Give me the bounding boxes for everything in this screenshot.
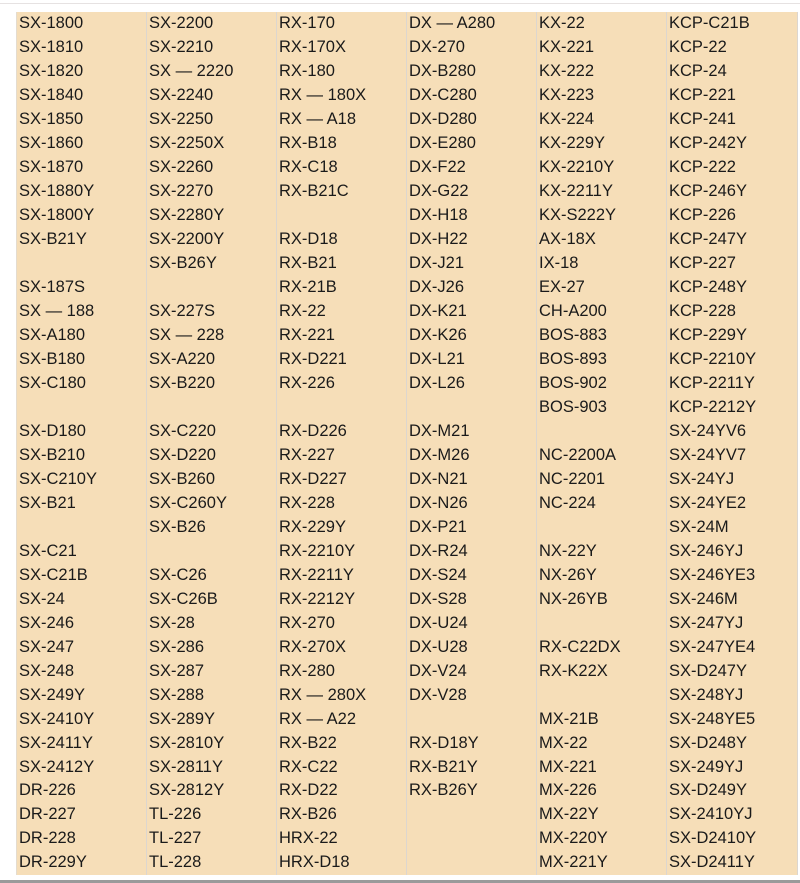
model-cell: KX-22 [537, 12, 667, 36]
table-row [17, 12, 798, 36]
model-cell: NX-26Y [537, 563, 667, 587]
table-row [17, 563, 798, 587]
model-cell: RX-22 [277, 300, 407, 324]
model-cell: KCP-228 [667, 300, 798, 324]
model-cell [407, 396, 537, 420]
model-cell: SX-B220 [147, 372, 277, 396]
model-cell: DX-G22 [407, 180, 537, 204]
model-cell: SX-2410Y [17, 707, 147, 731]
table-row [17, 300, 798, 324]
model-cell: DX-E280 [407, 132, 537, 156]
model-cell: SX-246 [17, 611, 147, 635]
model-cell: SX-2280Y [147, 204, 277, 228]
model-cell: BOS-883 [537, 324, 667, 348]
model-cell: MX-22Y [537, 803, 667, 827]
model-cell: SX — 188 [17, 300, 147, 324]
model-cell: SX-1810 [17, 36, 147, 60]
model-cell: DX-U24 [407, 611, 537, 635]
model-cell: KCP-221 [667, 84, 798, 108]
model-cell: SX-286 [147, 635, 277, 659]
model-cell: SX-247YJ [667, 611, 798, 635]
table-row [17, 204, 798, 228]
model-cell: KCP-C21B [667, 12, 798, 36]
model-cell: SX-D180 [17, 419, 147, 443]
model-cell: SX-1850 [17, 108, 147, 132]
model-cell: RX-B22 [277, 731, 407, 755]
model-cell: HRX-D18 [277, 851, 407, 875]
model-cell: SX-248YE5 [667, 707, 798, 731]
table-row [17, 324, 798, 348]
model-cell: RX-B18 [277, 132, 407, 156]
model-cell: SX-247 [17, 635, 147, 659]
model-cell: RX-221 [277, 324, 407, 348]
model-cell: NX-26YB [537, 587, 667, 611]
model-cell: RX-180 [277, 60, 407, 84]
model-cell: SX-288 [147, 683, 277, 707]
model-cell: DX-M26 [407, 443, 537, 467]
model-cell: NX-22Y [537, 539, 667, 563]
model-cell: SX-2812Y [147, 779, 277, 803]
model-cell: RX-227 [277, 443, 407, 467]
model-cell: SX-2200Y [147, 228, 277, 252]
model-cell: SX-248YJ [667, 683, 798, 707]
model-cell: SX-1820 [17, 60, 147, 84]
model-cell: KCP-22 [667, 36, 798, 60]
model-cell: RX-B21 [277, 252, 407, 276]
model-cell: SX-B21 [17, 491, 147, 515]
model-cell: DX — A280 [407, 12, 537, 36]
model-cell: SX-2411Y [17, 731, 147, 755]
model-cell: KCP-24 [667, 60, 798, 84]
model-cell: SX-2200 [147, 12, 277, 36]
model-cell: SX-2250 [147, 108, 277, 132]
model-cell: DX-V28 [407, 683, 537, 707]
model-cell: RX-170 [277, 12, 407, 36]
model-cell: TL-228 [147, 851, 277, 875]
model-cell: RX — A22 [277, 707, 407, 731]
model-cell [537, 515, 667, 539]
model-cell: DR-228 [17, 827, 147, 851]
table-row [17, 348, 798, 372]
model-number-table [16, 12, 798, 875]
model-cell: DX-L26 [407, 372, 537, 396]
model-cell: SX-2270 [147, 180, 277, 204]
table-row [17, 635, 798, 659]
model-cell: SX-1870 [17, 156, 147, 180]
table-row [17, 539, 798, 563]
model-cell: KCP-2211Y [667, 372, 798, 396]
model-cell: SX-1840 [17, 84, 147, 108]
model-cell: NC-224 [537, 491, 667, 515]
table-row [17, 515, 798, 539]
model-cell: SX-C21 [17, 539, 147, 563]
model-cell: DX-J21 [407, 252, 537, 276]
model-cell: BOS-893 [537, 348, 667, 372]
model-cell: DX-U28 [407, 635, 537, 659]
model-cell: KCP-248Y [667, 276, 798, 300]
model-cell [277, 396, 407, 420]
model-cell: SX — 228 [147, 324, 277, 348]
model-cell: MX-221 [537, 755, 667, 779]
model-cell: SX-28 [147, 611, 277, 635]
model-cell [17, 515, 147, 539]
model-cell: RX-270 [277, 611, 407, 635]
model-cell: SX-24YJ [667, 467, 798, 491]
model-cell: RX-B21C [277, 180, 407, 204]
model-cell: DX-S24 [407, 563, 537, 587]
table-row [17, 491, 798, 515]
model-cell: KCP-227 [667, 252, 798, 276]
model-cell: SX-D248Y [667, 731, 798, 755]
model-cell: DX-P21 [407, 515, 537, 539]
model-cell: DX-H18 [407, 204, 537, 228]
table-row [17, 467, 798, 491]
table-row [17, 180, 798, 204]
model-cell: MX-220Y [537, 827, 667, 851]
model-cell: SX-2240 [147, 84, 277, 108]
model-cell: RX-D221 [277, 348, 407, 372]
model-cell: SX-1800 [17, 12, 147, 36]
model-cell: SX-B21Y [17, 228, 147, 252]
model-cell: SX-2210 [147, 36, 277, 60]
model-cell: SX-246YJ [667, 539, 798, 563]
model-cell: SX-287 [147, 659, 277, 683]
model-cell [407, 707, 537, 731]
table-row [17, 228, 798, 252]
model-cell: NC-2200A [537, 443, 667, 467]
table-row [17, 60, 798, 84]
model-cell: SX-227S [147, 300, 277, 324]
table-row [17, 396, 798, 420]
model-cell: RX-229Y [277, 515, 407, 539]
model-cell: SX-1860 [17, 132, 147, 156]
model-cell: SX-B26Y [147, 252, 277, 276]
model-cell: DX-C280 [407, 84, 537, 108]
model-cell [147, 539, 277, 563]
model-cell: SX-24 [17, 587, 147, 611]
model-cell: SX-A180 [17, 324, 147, 348]
model-cell: DR-227 [17, 803, 147, 827]
model-cell: RX-280 [277, 659, 407, 683]
model-cell: DR-226 [17, 779, 147, 803]
model-cell: SX-2810Y [147, 731, 277, 755]
model-cell: SX-C26B [147, 587, 277, 611]
model-cell: SX — 2220 [147, 60, 277, 84]
model-cell: KCP-2210Y [667, 348, 798, 372]
model-cell: IX-18 [537, 252, 667, 276]
model-cell: RX-B26Y [407, 779, 537, 803]
model-cell: RX-228 [277, 491, 407, 515]
model-cell: RX-21B [277, 276, 407, 300]
model-cell: SX-C210Y [17, 467, 147, 491]
model-cell: SX-2260 [147, 156, 277, 180]
table-row [17, 755, 798, 779]
table-row [17, 372, 798, 396]
model-cell: RX-C22 [277, 755, 407, 779]
model-cell: MX-22 [537, 731, 667, 755]
model-cell [537, 419, 667, 443]
model-cell: RX-2211Y [277, 563, 407, 587]
model-cell: DR-229Y [17, 851, 147, 875]
model-cell: DX-K21 [407, 300, 537, 324]
model-cell: SX-C220 [147, 419, 277, 443]
table-row [17, 731, 798, 755]
model-cell: NC-2201 [537, 467, 667, 491]
model-cell: SX-24YV6 [667, 419, 798, 443]
model-cell: RX-D18 [277, 228, 407, 252]
model-cell: SX-B210 [17, 443, 147, 467]
model-cell [537, 611, 667, 635]
model-cell: DX-J26 [407, 276, 537, 300]
model-cell: DX-S28 [407, 587, 537, 611]
model-cell: DX-R24 [407, 539, 537, 563]
model-cell: SX-249Y [17, 683, 147, 707]
model-cell: SX-2811Y [147, 755, 277, 779]
model-cell: RX-2212Y [277, 587, 407, 611]
model-cell: MX-226 [537, 779, 667, 803]
model-cell: SX-C26 [147, 563, 277, 587]
model-cell: SX-247YE4 [667, 635, 798, 659]
table-row [17, 108, 798, 132]
model-cell [537, 683, 667, 707]
model-cell: KX-224 [537, 108, 667, 132]
model-cell: SX-D247Y [667, 659, 798, 683]
model-cell: RX-270X [277, 635, 407, 659]
model-cell: SX-C180 [17, 372, 147, 396]
model-cell: KX-223 [537, 84, 667, 108]
model-cell: SX-D2411Y [667, 851, 798, 875]
model-cell: SX-B26 [147, 515, 277, 539]
table-row [17, 156, 798, 180]
model-cell: BOS-902 [537, 372, 667, 396]
model-cell [17, 396, 147, 420]
model-cell: RX-D22 [277, 779, 407, 803]
model-cell: TL-227 [147, 827, 277, 851]
table-row [17, 276, 798, 300]
model-cell: DX-L21 [407, 348, 537, 372]
model-cell: SX-246YE3 [667, 563, 798, 587]
table-row [17, 419, 798, 443]
table-row [17, 611, 798, 635]
model-cell [407, 803, 537, 827]
model-cell: DX-N26 [407, 491, 537, 515]
model-cell [147, 396, 277, 420]
model-cell: KCP-222 [667, 156, 798, 180]
model-cell: DX-N21 [407, 467, 537, 491]
model-cell: AX-18X [537, 228, 667, 252]
model-cell: RX-D18Y [407, 731, 537, 755]
model-cell: SX-C260Y [147, 491, 277, 515]
table-row [17, 659, 798, 683]
model-cell: SX-1880Y [17, 180, 147, 204]
model-cell: RX-D227 [277, 467, 407, 491]
table-row [17, 36, 798, 60]
model-cell: SX-2250X [147, 132, 277, 156]
model-cell: KCP-229Y [667, 324, 798, 348]
model-cell: SX-B260 [147, 467, 277, 491]
model-cell: KX-2211Y [537, 180, 667, 204]
model-cell [407, 851, 537, 875]
model-cell: SX-249YJ [667, 755, 798, 779]
model-cell: RX-2210Y [277, 539, 407, 563]
model-cell: SX-24YV7 [667, 443, 798, 467]
table-row [17, 587, 798, 611]
model-table-body [17, 12, 798, 875]
table-row [17, 443, 798, 467]
model-cell: SX-24M [667, 515, 798, 539]
model-cell: BOS-903 [537, 396, 667, 420]
model-cell: RX-C22DX [537, 635, 667, 659]
model-cell: DX-H22 [407, 228, 537, 252]
model-cell: KCP-226 [667, 204, 798, 228]
model-cell: DX-D280 [407, 108, 537, 132]
model-cell: KX-S222Y [537, 204, 667, 228]
model-cell: CH-A200 [537, 300, 667, 324]
model-cell: DX-V24 [407, 659, 537, 683]
model-cell: RX-B21Y [407, 755, 537, 779]
model-cell: SX-D220 [147, 443, 277, 467]
table-row [17, 84, 798, 108]
model-cell: MX-221Y [537, 851, 667, 875]
model-cell: SX-187S [17, 276, 147, 300]
model-cell: RX-B26 [277, 803, 407, 827]
model-cell: MX-21B [537, 707, 667, 731]
table-row [17, 707, 798, 731]
table-row [17, 132, 798, 156]
model-cell: RX — 180X [277, 84, 407, 108]
model-cell: RX-C18 [277, 156, 407, 180]
model-cell: DX-270 [407, 36, 537, 60]
model-cell: SX-D249Y [667, 779, 798, 803]
model-cell [407, 827, 537, 851]
model-cell: KX-221 [537, 36, 667, 60]
model-cell: SX-2412Y [17, 755, 147, 779]
model-cell: SX-246M [667, 587, 798, 611]
model-cell: KX-222 [537, 60, 667, 84]
model-cell: HRX-22 [277, 827, 407, 851]
model-cell: SX-2410YJ [667, 803, 798, 827]
model-cell: SX-24YE2 [667, 491, 798, 515]
model-cell: SX-248 [17, 659, 147, 683]
table-row [17, 827, 798, 851]
model-cell: KCP-246Y [667, 180, 798, 204]
model-cell: DX-B280 [407, 60, 537, 84]
model-cell: KX-229Y [537, 132, 667, 156]
model-cell: RX-D226 [277, 419, 407, 443]
model-cell: SX-1800Y [17, 204, 147, 228]
top-divider [0, 3, 800, 4]
model-cell [277, 204, 407, 228]
model-cell: SX-289Y [147, 707, 277, 731]
model-cell: KCP-241 [667, 108, 798, 132]
model-cell [147, 276, 277, 300]
model-cell: RX-170X [277, 36, 407, 60]
model-cell: SX-C21B [17, 563, 147, 587]
model-cell: SX-D2410Y [667, 827, 798, 851]
table-row [17, 683, 798, 707]
table-row [17, 803, 798, 827]
model-cell: EX-27 [537, 276, 667, 300]
model-cell: DX-K26 [407, 324, 537, 348]
model-cell [17, 252, 147, 276]
table-row [17, 851, 798, 875]
model-cell: KX-2210Y [537, 156, 667, 180]
model-cell: RX-K22X [537, 659, 667, 683]
model-cell: SX-B180 [17, 348, 147, 372]
model-cell: TL-226 [147, 803, 277, 827]
model-cell: RX — A18 [277, 108, 407, 132]
model-cell: KCP-2212Y [667, 396, 798, 420]
model-cell: RX — 280X [277, 683, 407, 707]
table-row [17, 252, 798, 276]
model-cell: KCP-242Y [667, 132, 798, 156]
table-row [17, 779, 798, 803]
model-cell: KCP-247Y [667, 228, 798, 252]
model-cell: DX-M21 [407, 419, 537, 443]
model-cell: RX-226 [277, 372, 407, 396]
model-cell: DX-F22 [407, 156, 537, 180]
model-cell: SX-A220 [147, 348, 277, 372]
